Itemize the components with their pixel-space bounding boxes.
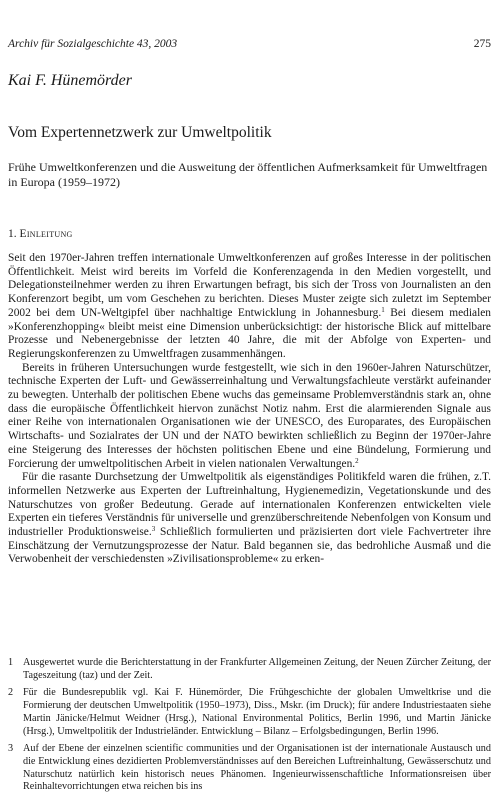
footnote-ref[interactable]: 3: [151, 525, 156, 534]
article-title: Vom Expertennetzwerk zur Umweltpolitik: [8, 124, 272, 141]
body-paragraph: [8, 471, 491, 567]
article-subtitle: Frühe Umweltkonferenzen und die Ausweitung der öffentlichen Aufmerksamkeit für Umweltfragen in Europa (1959–1972): [8, 160, 488, 189]
paragraph-text: Schließlich formulierten und präzisierten dort viele Fachvertreter ihre Einschätzung der Vernutzungsprozesse der Natur. Bald begannen sie, das bedrohliche Ausmaß und die Verwobenheit der verschiedensten »Zivilisationsprobleme« zu erken-: [8, 526, 491, 566]
footnote-item: [8, 657, 491, 682]
footnote-item: [8, 687, 491, 738]
footnote-text: Für die Bundesrepublik vgl. Kai F. Hünemörder, Die Frühgeschichte der globalen Umweltkrise und die Formierung der deutschen Umweltpolitik (1950–1973), Diss., Mskr. (im Druck); für andere Industriestaaten siehe Martin Jänicke/Helmut Weidner (Hrsg.), National Environmental Politics, Berlin 1996, und Martin Jänicke (Hrsg.), Umweltpolitik der Industrieländer. Entwicklung – Bilanz – Erfolgsbedingungen, Berlin 1996.: [23, 687, 491, 737]
footnote-number: 3: [8, 743, 14, 755]
footnote-item: [8, 743, 491, 794]
body-paragraph: [8, 252, 491, 362]
article-author: Kai F. Hünemörder: [8, 72, 132, 89]
running-header-journal: Archiv für Sozialgeschichte 43, 2003: [8, 38, 178, 50]
footnotes: [8, 657, 491, 799]
section-number: 1.: [8, 228, 17, 240]
page-number: 275: [473, 38, 491, 50]
body-text: [8, 252, 491, 567]
paragraph-text: Bereits in früheren Untersuchungen wurde festgestellt, wie sich in den 1960er-Jahren Naturschützer, technische Experten der Luft- und Gewässerreinhaltung und Verwaltungsfachleute verstärkt aufeinander zu bewegten. Unterhalb der politischen Ebene wuchs das gemeinsame Problemverständnis stark an, ohne dass die europäische Öffentlichkeit hiervon zunächst Notiz nahm. Erst die alarmierenden Signale aus einer Reihe von internationalen Organisationen wie der UNESCO, des Europarates, des Europäischen Wirtschafts- und Sozialrates der UN und der NATO bewirkten schließlich zu Beginn der 1970er-Jahre eine Steigerung des Interesses der höchsten politischen Ebene und eine Bündelung, Formierung und Forcierung der umweltpolitischen Arbeit in vielen nationalen Verwaltungen.: [8, 361, 491, 470]
document-page: [8, 0, 491, 808]
footnote-ref[interactable]: 2: [355, 456, 359, 465]
footnote-number: 2: [8, 687, 14, 699]
paragraph-text: Seit den 1970er-Jahren treffen internationale Umweltkonferenzen auf großes Interesse in der politischen Öffentlichkeit. Meist wird bereits im Vorfeld die Konferenzagenda in den Medien vorgestellt, und Delegationsteilnehmer werden zu ihren Erwartungen befragt, bis sich der Tross von Journalisten an den Konferenzort begibt, um vom Geschehen zu berichten. Dieses Muster zeigte sich zuletzt im September 2002 bei dem UN-Weltgipfel über nachhaltige Entwicklung in Johannesburg.: [8, 252, 491, 319]
body-paragraph: [8, 362, 491, 472]
section-heading: [8, 228, 73, 240]
section-title: Einleitung: [19, 228, 73, 240]
footnote-text: Ausgewertet wurde die Berichterstattung in der Frankfurter Allgemeinen Zeitung, der Neuen Zürcher Zeitung, der Tageszeitung (taz) und der Zeit.: [23, 657, 491, 681]
footnote-text: Auf der Ebene der einzelnen scientific communities und der Organisationen ist der internationale Austausch und die Entwicklung eines dezidierten Problemverständnisses auf den Bereichen Luftreinhaltung, Gewässerschutz und Naturschutz natürlich kein historisch neues Phänomen. Ingenieurwissenschaftliche Informationsreisen über Reinhaltevorrichtungen etwa reichen bis ins: [23, 743, 491, 793]
footnote-ref[interactable]: 1: [381, 305, 385, 314]
footnote-number: 1: [8, 657, 14, 668]
paragraph-text: Bei diesem medialen »Konferenzhopping« bleibt meist eine Dimension unberücksichtigt: der historische Blick auf mittelbare Prozesse und Nebenergebnisse der letzten 40 Jahre, die mit der Abfolge von Experten- und Regierungskonferenzen zu Umweltfragen zusammenhängen.: [8, 306, 491, 360]
paragraph-text: Für die rasante Durchsetzung der Umweltpolitik als eigenständiges Politikfeld waren die frühen, z.T. informellen Netzwerke aus Experten der Luftreinhaltung, Hygienemedizin, Vegetationskunde und des Naturschutzes von großer Bedeutung. Gerade auf internationalen Konferenzen entwickelten viele Experten ein tieferes Verständnis für universelle und grenzüberschreitende Nebenfolgen von Konsum und industrieller Produktionsweise.: [8, 471, 491, 539]
